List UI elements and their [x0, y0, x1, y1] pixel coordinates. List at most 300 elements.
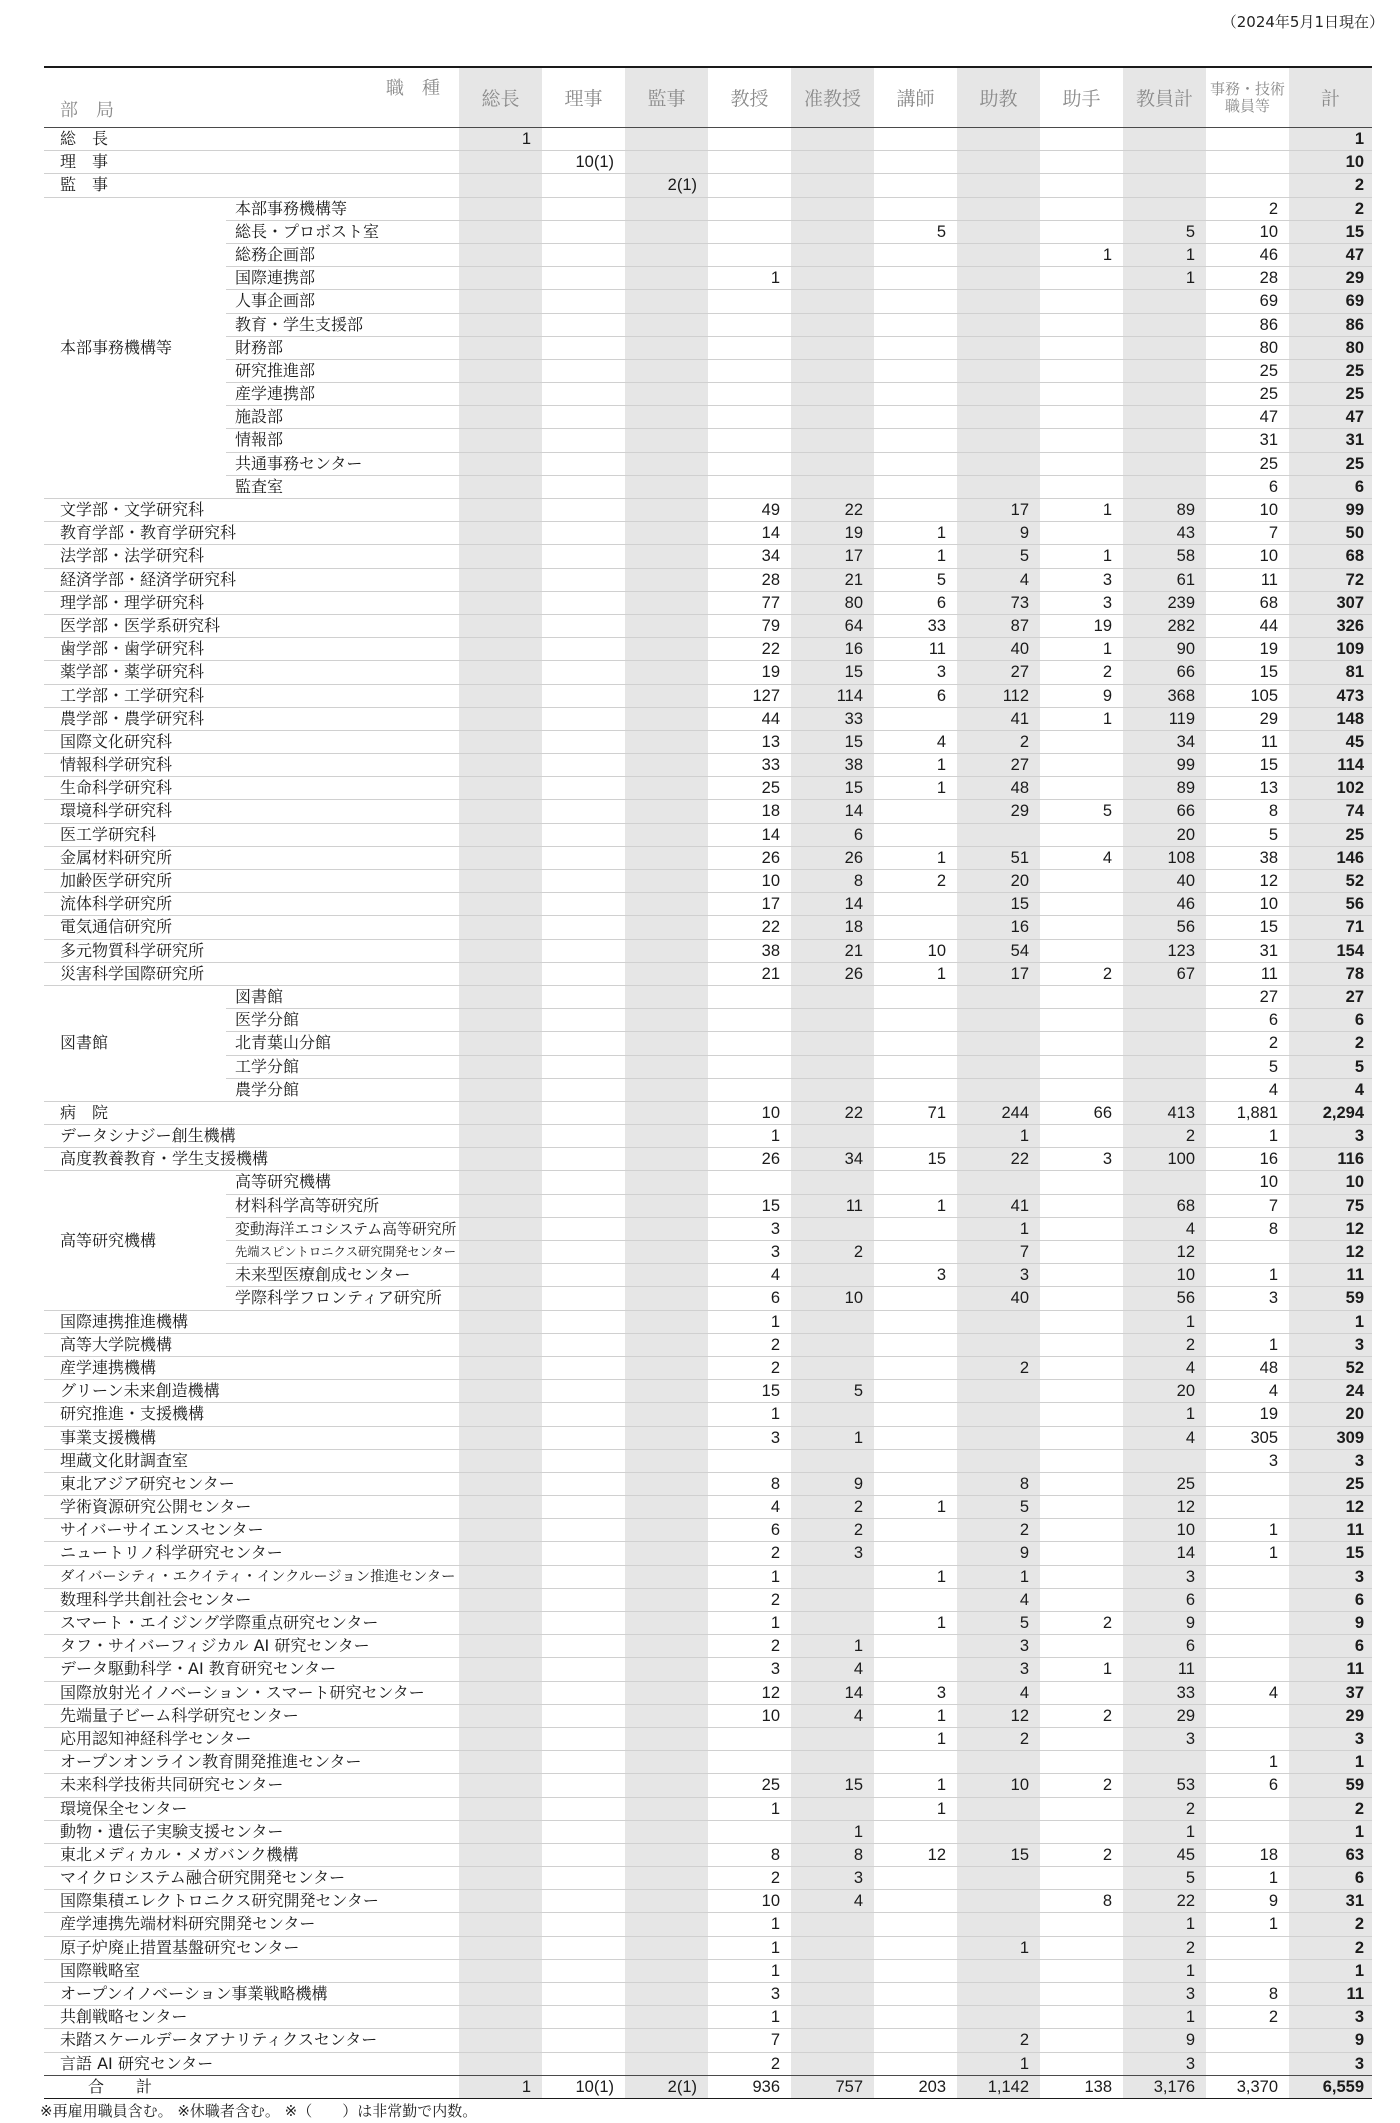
cell-admin-technical-staff: 80 — [1206, 337, 1289, 360]
cell-associate-professor — [791, 1960, 874, 1983]
cell-professor — [708, 198, 791, 221]
cell-auditor — [625, 1867, 708, 1890]
cell-admin-technical-staff: 6 — [1206, 1009, 1289, 1032]
cell-assistant-professor — [957, 406, 1040, 429]
cell-assistant — [1040, 1496, 1123, 1519]
cell-grand-total: 146 — [1289, 847, 1372, 870]
cell-lecturer — [874, 1751, 957, 1774]
cell-assistant: 2 — [1040, 963, 1123, 986]
cell-lecturer — [874, 1311, 957, 1334]
cell-assistant: 1 — [1040, 244, 1123, 267]
cell-associate-professor: 6 — [791, 824, 874, 847]
cell-admin-technical-staff: 31 — [1206, 940, 1289, 963]
cell-professor: 34 — [708, 545, 791, 568]
cell-president — [459, 1844, 542, 1867]
cell-assistant-professor — [957, 1380, 1040, 1403]
cell-lecturer: 71 — [874, 1102, 957, 1125]
cell-professor — [708, 476, 791, 499]
dept-name: データシナジー創生機構 — [44, 1125, 459, 1148]
cell-assistant-professor — [957, 476, 1040, 499]
cell-president — [459, 545, 542, 568]
cell-professor — [708, 986, 791, 1009]
cell-auditor — [625, 499, 708, 522]
cell-lecturer: 1 — [874, 1566, 957, 1589]
cell-auditor — [625, 1473, 708, 1496]
cell-professor: 25 — [708, 1774, 791, 1797]
cell-lecturer — [874, 1079, 957, 1102]
cell-admin-technical-staff: 10 — [1206, 893, 1289, 916]
cell-faculty-total: 66 — [1123, 800, 1206, 823]
cell-president — [459, 1009, 542, 1032]
cell-president — [459, 2006, 542, 2029]
cell-grand-total: 37 — [1289, 1682, 1372, 1705]
cell-grand-total: 326 — [1289, 615, 1372, 638]
subdept-name: 施設部 — [226, 406, 459, 429]
cell-associate-professor: 2 — [791, 1496, 874, 1519]
cell-assistant-professor — [957, 198, 1040, 221]
cell-lecturer — [874, 267, 957, 290]
cell-professor: 19 — [708, 661, 791, 684]
cell-president — [459, 290, 542, 313]
cell-assistant-professor — [957, 1821, 1040, 1844]
cell-professor: 127 — [708, 685, 791, 708]
dept-name: 生命科学研究科 — [44, 777, 459, 800]
cell-lecturer — [874, 1913, 957, 1936]
cell-faculty-total: 4 — [1123, 1427, 1206, 1450]
cell-auditor — [625, 1542, 708, 1565]
cell-lecturer — [874, 314, 957, 337]
cell-executive-director — [542, 1798, 625, 1821]
cell-lecturer — [874, 151, 957, 174]
cell-lecturer — [874, 128, 957, 151]
cell-assistant-professor — [957, 1056, 1040, 1079]
as-of-date: （2024年5月1日現在） — [1221, 13, 1384, 31]
cell-faculty-total: 6 — [1123, 1635, 1206, 1658]
cell-executive-director — [542, 1148, 625, 1171]
dept-name: 災害科学国際研究所 — [44, 963, 459, 986]
cell-lecturer — [874, 244, 957, 267]
cell-faculty-total: 40 — [1123, 870, 1206, 893]
cell-assistant — [1040, 290, 1123, 313]
cell-faculty-total: 34 — [1123, 731, 1206, 754]
column-header-assistant-professor: 助教 — [957, 68, 1040, 128]
dept-name: 国際集積エレクトロニクス研究開発センター — [44, 1890, 459, 1913]
cell-assistant: 2 — [1040, 1774, 1123, 1797]
cell-president — [459, 1450, 542, 1473]
cell-professor: 1 — [708, 2006, 791, 2029]
cell-lecturer — [874, 1450, 957, 1473]
cell-associate-professor — [791, 1009, 874, 1032]
cell-faculty-total: 2 — [1123, 1125, 1206, 1148]
cell-lecturer: 3 — [874, 661, 957, 684]
cell-professor — [708, 1056, 791, 1079]
cell-grand-total: 9 — [1289, 1612, 1372, 1635]
cell-assistant — [1040, 406, 1123, 429]
cell-assistant-professor — [957, 1913, 1040, 1936]
cell-assistant — [1040, 1589, 1123, 1612]
cell-associate-professor — [791, 1913, 874, 1936]
cell-president — [459, 406, 542, 429]
cell-president — [459, 198, 542, 221]
dept-name: 情報科学研究科 — [44, 754, 459, 777]
cell-assistant — [1040, 221, 1123, 244]
cell-faculty-total — [1123, 429, 1206, 452]
cell-assistant-professor — [957, 824, 1040, 847]
cell-lecturer — [874, 1519, 957, 1542]
cell-admin-technical-staff — [1206, 1798, 1289, 1821]
cell-grand-total: 4 — [1289, 1079, 1372, 1102]
cell-admin-technical-staff: 7 — [1206, 522, 1289, 545]
cell-auditor — [625, 731, 708, 754]
cell-associate-professor — [791, 174, 874, 197]
cell-president — [459, 1079, 542, 1102]
cell-executive-director — [542, 638, 625, 661]
cell-assistant: 2 — [1040, 661, 1123, 684]
cell-admin-technical-staff: 29 — [1206, 708, 1289, 731]
cell-grand-total: 6 — [1289, 1867, 1372, 1890]
cell-associate-professor — [791, 1403, 874, 1426]
cell-lecturer — [874, 337, 957, 360]
cell-admin-technical-staff: 2 — [1206, 1032, 1289, 1055]
cell-assistant-professor: 7 — [957, 1241, 1040, 1264]
cell-auditor — [625, 1589, 708, 1612]
cell-admin-technical-staff: 68 — [1206, 592, 1289, 615]
cell-president — [459, 685, 542, 708]
cell-executive-director — [542, 893, 625, 916]
cell-assistant — [1040, 1009, 1123, 1032]
cell-auditor — [625, 314, 708, 337]
cell-associate-professor — [791, 1334, 874, 1357]
cell-assistant: 1 — [1040, 708, 1123, 731]
dept-name: データ駆動科学・AI 教育研究センター — [44, 1658, 459, 1681]
cell-lecturer: 15 — [874, 1148, 957, 1171]
cell-executive-director — [542, 1380, 625, 1403]
cell-executive-director — [542, 174, 625, 197]
cell-assistant-professor: 9 — [957, 1542, 1040, 1565]
cell-grand-total: 29 — [1289, 1705, 1372, 1728]
cell-lecturer — [874, 1937, 957, 1960]
cell-admin-technical-staff: 4 — [1206, 1682, 1289, 1705]
cell-assistant — [1040, 893, 1123, 916]
cell-admin-technical-staff: 86 — [1206, 314, 1289, 337]
cell-admin-technical-staff: 25 — [1206, 360, 1289, 383]
dept-name: 産学連携機構 — [44, 1357, 459, 1380]
cell-faculty-total: 9 — [1123, 2029, 1206, 2052]
cell-grand-total: 56 — [1289, 893, 1372, 916]
cell-grand-total: 154 — [1289, 940, 1372, 963]
cell-assistant-professor — [957, 2006, 1040, 2029]
cell-associate-professor — [791, 1311, 874, 1334]
cell-assistant — [1040, 151, 1123, 174]
cell-lecturer — [874, 1056, 957, 1079]
cell-associate-professor — [791, 1032, 874, 1055]
cell-assistant-professor: 1 — [957, 1566, 1040, 1589]
subdept-name: 医学分館 — [226, 1009, 459, 1032]
cell-auditor — [625, 940, 708, 963]
dept-name: 先端量子ビーム科学研究センター — [44, 1705, 459, 1728]
cell-assistant-professor: 20 — [957, 870, 1040, 893]
dept-name: 高度教養教育・学生支援機構 — [44, 1148, 459, 1171]
cell-assistant — [1040, 476, 1123, 499]
cell-lecturer — [874, 916, 957, 939]
cell-auditor — [625, 128, 708, 151]
cell-lecturer — [874, 1427, 957, 1450]
cell-assistant — [1040, 824, 1123, 847]
cell-executive-director — [542, 1287, 625, 1310]
cell-assistant — [1040, 1867, 1123, 1890]
cell-admin-technical-staff: 28 — [1206, 267, 1289, 290]
cell-assistant — [1040, 429, 1123, 452]
cell-executive-director — [542, 1728, 625, 1751]
cell-assistant-professor — [957, 337, 1040, 360]
cell-associate-professor — [791, 1056, 874, 1079]
cell-admin-technical-staff: 69 — [1206, 290, 1289, 313]
cell-executive-director — [542, 1195, 625, 1218]
cell-grand-total: 31 — [1289, 429, 1372, 452]
cell-grand-total: 3 — [1289, 2053, 1372, 2076]
cell-professor: 2 — [708, 2053, 791, 2076]
cell-associate-professor: 2 — [791, 1519, 874, 1542]
cell-grand-total: 307 — [1289, 592, 1372, 615]
cell-president — [459, 708, 542, 731]
cell-associate-professor — [791, 1751, 874, 1774]
cell-president — [459, 569, 542, 592]
dept-name: オープンイノベーション事業戦略機構 — [44, 1983, 459, 2006]
cell-assistant: 8 — [1040, 1890, 1123, 1913]
cell-president — [459, 1635, 542, 1658]
cell-professor: 22 — [708, 638, 791, 661]
cell-president — [459, 1427, 542, 1450]
cell-lecturer: 12 — [874, 1844, 957, 1867]
column-header-auditor: 監事 — [625, 68, 708, 128]
cell-assistant-professor — [957, 151, 1040, 174]
cell-auditor — [625, 383, 708, 406]
cell-president — [459, 1473, 542, 1496]
cell-associate-professor — [791, 1937, 874, 1960]
cell-assistant — [1040, 453, 1123, 476]
cell-associate-professor — [791, 1218, 874, 1241]
cell-grand-total: 2 — [1289, 1032, 1372, 1055]
cell-auditor — [625, 453, 708, 476]
cell-president — [459, 1983, 542, 2006]
dept-name: 共創戦略センター — [44, 2006, 459, 2029]
column-header-admin-technical-staff — [1206, 68, 1289, 128]
cell-executive-director — [542, 406, 625, 429]
cell-assistant-professor — [957, 221, 1040, 244]
subdept-name: 先端スピントロニクス研究開発センター — [226, 1241, 459, 1264]
cell-professor: 14 — [708, 824, 791, 847]
subdept-name: 高等研究機構 — [226, 1171, 459, 1194]
subdept-name: 教育・学生支援部 — [226, 314, 459, 337]
cell-admin-technical-staff: 1 — [1206, 1542, 1289, 1565]
cell-grand-total: 473 — [1289, 685, 1372, 708]
dept-name: マイクロシステム融合研究開発センター — [44, 1867, 459, 1890]
subdept-name: 未来型医療創成センター — [226, 1264, 459, 1287]
cell-assistant: 66 — [1040, 1102, 1123, 1125]
cell-faculty-total — [1123, 383, 1206, 406]
cell-lecturer: 1 — [874, 1705, 957, 1728]
cell-admin-technical-staff: 6 — [1206, 476, 1289, 499]
cell-associate-professor — [791, 1079, 874, 1102]
cell-assistant-professor: 2 — [957, 731, 1040, 754]
cell-professor: 3 — [708, 1241, 791, 1264]
cell-executive-director — [542, 244, 625, 267]
subdept-name: 学際科学フロンティア研究所 — [226, 1287, 459, 1310]
cell-associate-professor: 15 — [791, 731, 874, 754]
cell-admin-technical-staff: 1,881 — [1206, 1102, 1289, 1125]
dept-name: タフ・サイバーフィジカル AI 研究センター — [44, 1635, 459, 1658]
dept-name: 数理科学共創社会センター — [44, 1589, 459, 1612]
cell-assistant — [1040, 174, 1123, 197]
cell-grand-total: 2 — [1289, 1798, 1372, 1821]
cell-admin-technical-staff: 8 — [1206, 800, 1289, 823]
cell-executive-director — [542, 1821, 625, 1844]
cell-assistant-professor — [957, 1311, 1040, 1334]
cell-lecturer — [874, 800, 957, 823]
cell-president — [459, 940, 542, 963]
cell-professor: 25 — [708, 777, 791, 800]
cell-auditor — [625, 1519, 708, 1542]
cell-professor — [708, 429, 791, 452]
cell-auditor — [625, 2006, 708, 2029]
cell-grand-total: 11 — [1289, 1983, 1372, 2006]
cell-president — [459, 151, 542, 174]
cell-auditor — [625, 151, 708, 174]
cell-grand-total: 3 — [1289, 1450, 1372, 1473]
cell-grand-total: 69 — [1289, 290, 1372, 313]
cell-auditor — [625, 429, 708, 452]
cell-admin-technical-staff — [1206, 1241, 1289, 1264]
cell-associate-professor — [791, 198, 874, 221]
cell-admin-technical-staff — [1206, 1635, 1289, 1658]
cell-executive-director — [542, 870, 625, 893]
cell-lecturer: 5 — [874, 221, 957, 244]
column-header-executive-director: 理事 — [542, 68, 625, 128]
cell-assistant-professor — [957, 1450, 1040, 1473]
cell-president — [459, 1241, 542, 1264]
cell-admin-technical-staff: 7 — [1206, 1195, 1289, 1218]
cell-grand-total: 31 — [1289, 1890, 1372, 1913]
column-header-assistant: 助手 — [1040, 68, 1123, 128]
cell-associate-professor: 16 — [791, 638, 874, 661]
cell-assistant-professor — [957, 986, 1040, 1009]
cell-auditor — [625, 592, 708, 615]
dept-name: 教育学部・教育学研究科 — [44, 522, 459, 545]
cell-assistant: 3 — [1040, 569, 1123, 592]
cell-associate-professor — [791, 267, 874, 290]
cell-auditor — [625, 1264, 708, 1287]
cell-assistant-professor — [957, 314, 1040, 337]
cell-faculty-total: 123 — [1123, 940, 1206, 963]
dept-name: 監 事 — [44, 174, 459, 197]
cell-associate-professor — [791, 383, 874, 406]
dept-group-name: 図書館 — [44, 986, 226, 1102]
cell-professor: 14 — [708, 522, 791, 545]
cell-faculty-total: 6 — [1123, 1589, 1206, 1612]
cell-assistant-professor: 27 — [957, 754, 1040, 777]
cell-faculty-total: 66 — [1123, 661, 1206, 684]
cell-professor: 1 — [708, 1566, 791, 1589]
cell-assistant-professor: 112 — [957, 685, 1040, 708]
cell-admin-technical-staff: 4 — [1206, 1079, 1289, 1102]
cell-president — [459, 453, 542, 476]
cell-faculty-total — [1123, 198, 1206, 221]
cell-admin-technical-staff: 1 — [1206, 1751, 1289, 1774]
cell-faculty-total: 12 — [1123, 1241, 1206, 1264]
cell-faculty-total: 53 — [1123, 1774, 1206, 1797]
cell-grand-total: 15 — [1289, 1542, 1372, 1565]
cell-lecturer — [874, 708, 957, 731]
cell-auditor — [625, 916, 708, 939]
cell-faculty-total — [1123, 174, 1206, 197]
cell-president — [459, 1751, 542, 1774]
cell-grand-total: 15 — [1289, 221, 1372, 244]
cell-grand-total: 63 — [1289, 1844, 1372, 1867]
cell-faculty-total — [1123, 314, 1206, 337]
cell-grand-total: 109 — [1289, 638, 1372, 661]
cell-lecturer — [874, 1171, 957, 1194]
cell-assistant: 9 — [1040, 685, 1123, 708]
cell-professor: 26 — [708, 1148, 791, 1171]
cell-faculty-total — [1123, 1751, 1206, 1774]
cell-grand-total: 25 — [1289, 1473, 1372, 1496]
footnote: ※再雇用職員含む。 ※休職者含む。 ※（ ）は非常勤で内数。 — [40, 2102, 478, 2120]
cell-president — [459, 893, 542, 916]
cell-associate-professor: 757 — [791, 2076, 874, 2099]
dept-name: 加齢医学研究所 — [44, 870, 459, 893]
cell-president: 1 — [459, 128, 542, 151]
cell-admin-technical-staff: 8 — [1206, 1983, 1289, 2006]
cell-assistant-professor: 4 — [957, 569, 1040, 592]
cell-grand-total: 6 — [1289, 476, 1372, 499]
cell-professor: 2 — [708, 1357, 791, 1380]
cell-president — [459, 1798, 542, 1821]
cell-associate-professor — [791, 1125, 874, 1148]
cell-faculty-total: 1 — [1123, 1960, 1206, 1983]
cell-grand-total: 29 — [1289, 267, 1372, 290]
cell-grand-total: 102 — [1289, 777, 1372, 800]
cell-lecturer: 1 — [874, 1728, 957, 1751]
cell-assistant: 1 — [1040, 545, 1123, 568]
cell-admin-technical-staff: 1 — [1206, 1334, 1289, 1357]
cell-lecturer: 1 — [874, 847, 957, 870]
cell-grand-total: 71 — [1289, 916, 1372, 939]
cell-faculty-total: 1 — [1123, 2006, 1206, 2029]
cell-assistant-professor — [957, 1960, 1040, 1983]
subdept-name: 情報部 — [226, 429, 459, 452]
dept-name: 病 院 — [44, 1102, 459, 1125]
cell-auditor — [625, 1148, 708, 1171]
cell-admin-technical-staff: 19 — [1206, 1403, 1289, 1426]
cell-associate-professor: 4 — [791, 1705, 874, 1728]
cell-associate-professor — [791, 453, 874, 476]
cell-assistant-professor — [957, 290, 1040, 313]
cell-professor — [708, 1450, 791, 1473]
cell-auditor — [625, 1612, 708, 1635]
cell-assistant: 2 — [1040, 1612, 1123, 1635]
dept-name: 医工学研究科 — [44, 824, 459, 847]
cell-auditor — [625, 777, 708, 800]
cell-executive-director — [542, 1682, 625, 1705]
cell-faculty-total: 1 — [1123, 1311, 1206, 1334]
cell-assistant — [1040, 1357, 1123, 1380]
cell-professor: 21 — [708, 963, 791, 986]
cell-assistant — [1040, 1334, 1123, 1357]
cell-assistant — [1040, 1960, 1123, 1983]
cell-associate-professor — [791, 1612, 874, 1635]
total-label: 合 計 — [44, 2076, 459, 2099]
cell-assistant-professor: 48 — [957, 777, 1040, 800]
